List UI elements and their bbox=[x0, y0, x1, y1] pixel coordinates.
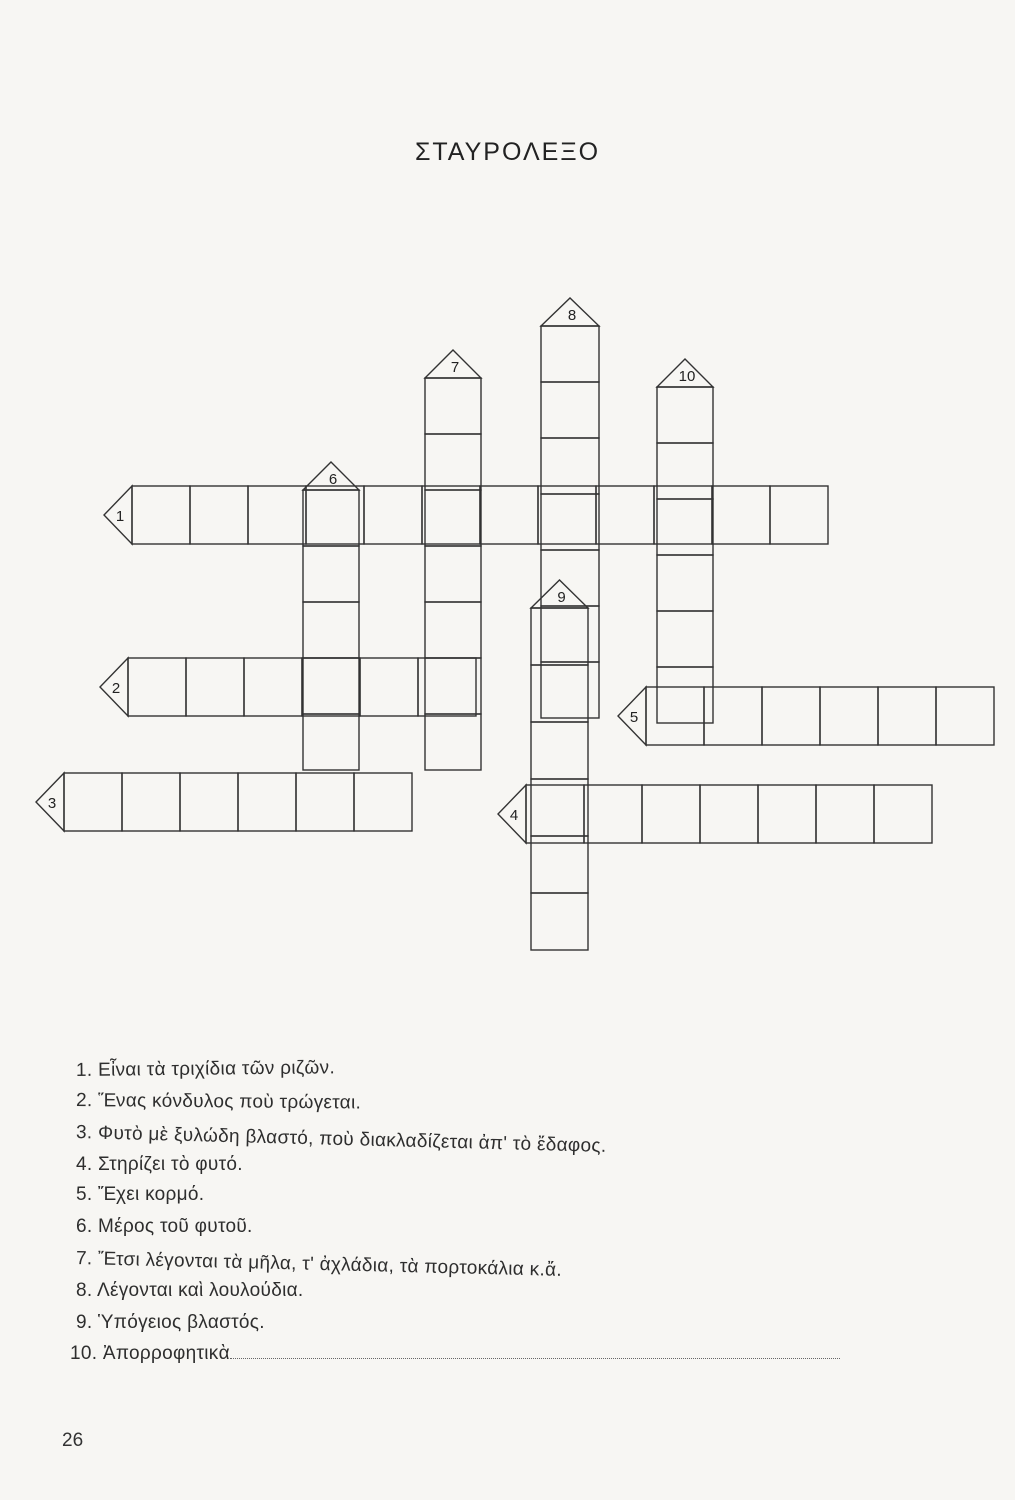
entry-5-across bbox=[618, 687, 994, 745]
crossword-cell[interactable] bbox=[303, 490, 359, 546]
crossword-cell[interactable] bbox=[531, 608, 588, 665]
crossword-cell[interactable] bbox=[425, 378, 481, 434]
clue-text: Μέρος τοῦ φυτοῦ. bbox=[98, 1216, 253, 1237]
entry-4-across bbox=[498, 785, 932, 843]
clue-text: Ἀπορροφητικὰ bbox=[102, 1343, 230, 1364]
crossword-cell[interactable] bbox=[425, 434, 481, 490]
crossword-cell[interactable] bbox=[303, 602, 359, 658]
crossword-cell[interactable] bbox=[360, 658, 418, 716]
clue-number: 1. bbox=[75, 1059, 93, 1081]
crossword-cell[interactable] bbox=[303, 658, 359, 714]
clue-10 bbox=[70, 1342, 840, 1365]
crossword-cell[interactable] bbox=[642, 785, 700, 843]
crossword-cell[interactable] bbox=[657, 387, 713, 443]
crossword-cell[interactable] bbox=[531, 779, 588, 836]
crossword-cell[interactable] bbox=[541, 550, 599, 606]
crossword-cell[interactable] bbox=[874, 785, 932, 843]
crossword-cell[interactable] bbox=[596, 486, 654, 544]
crossword-cell[interactable] bbox=[770, 486, 828, 544]
clue-6 bbox=[76, 1216, 253, 1238]
clue-number: 8. bbox=[76, 1280, 93, 1301]
entry-1-across bbox=[104, 486, 828, 544]
crossword-cell[interactable] bbox=[186, 658, 244, 716]
crossword-cell[interactable] bbox=[302, 658, 360, 716]
crossword-cell[interactable] bbox=[296, 773, 354, 831]
crossword-cell[interactable] bbox=[657, 611, 713, 667]
crossword-cell[interactable] bbox=[122, 773, 180, 831]
clue-number: 6. bbox=[76, 1216, 93, 1237]
crossword-cell[interactable] bbox=[820, 687, 878, 745]
entry-number: 5 bbox=[629, 709, 639, 726]
entry-number: 4 bbox=[509, 807, 519, 824]
entry-8-down bbox=[541, 298, 599, 718]
crossword-cell[interactable] bbox=[657, 499, 713, 555]
crossword-cell[interactable] bbox=[712, 486, 770, 544]
clue-number: 2. bbox=[75, 1090, 93, 1112]
crossword-cell[interactable] bbox=[425, 490, 481, 546]
clue-text: Στηρίζει τὸ φυτό. bbox=[98, 1154, 243, 1175]
page-title: ΣΤΑΥΡΟΛΕΞΟ bbox=[414, 138, 601, 166]
crossword-cell[interactable] bbox=[646, 687, 704, 745]
crossword-cell[interactable] bbox=[364, 486, 422, 544]
crossword-cell[interactable] bbox=[132, 486, 190, 544]
crossword-cell[interactable] bbox=[541, 494, 599, 550]
crossword-cell[interactable] bbox=[425, 602, 481, 658]
crossword-cell[interactable] bbox=[238, 773, 296, 831]
clue-text: Φυτὸ μὲ ξυλώδη βλαστό, ποὺ διακλαδίζεται ἀπ' τὸ ἔδαφος. bbox=[97, 1122, 607, 1157]
crossword-cell[interactable] bbox=[541, 606, 599, 662]
crossword-cell[interactable] bbox=[700, 785, 758, 843]
entry-10-down bbox=[657, 359, 713, 723]
crossword-cell[interactable] bbox=[758, 785, 816, 843]
crossword-cell[interactable] bbox=[418, 658, 476, 716]
crossword-cell[interactable] bbox=[190, 486, 248, 544]
clue-text: Λέγονται καὶ λουλούδια. bbox=[96, 1280, 304, 1301]
crossword-cell[interactable] bbox=[303, 546, 359, 602]
clue-5 bbox=[76, 1184, 204, 1206]
crossword-cell[interactable] bbox=[541, 326, 599, 382]
crossword-cell[interactable] bbox=[306, 486, 364, 544]
entry-6-down bbox=[303, 462, 359, 770]
crossword-cell[interactable] bbox=[526, 785, 584, 843]
crossword-cell[interactable] bbox=[541, 382, 599, 438]
crossword-cell[interactable] bbox=[64, 773, 122, 831]
crossword-cell[interactable] bbox=[531, 893, 588, 950]
crossword-cell[interactable] bbox=[422, 486, 480, 544]
crossword-cell[interactable] bbox=[584, 785, 642, 843]
crossword-cell[interactable] bbox=[303, 714, 359, 770]
clue-text: Εἶναι τὰ τριχίδια τῶν ριζῶν. bbox=[97, 1057, 336, 1081]
crossword-cell[interactable] bbox=[425, 546, 481, 602]
clue-number: 5. bbox=[76, 1184, 93, 1205]
crossword-cell[interactable] bbox=[531, 665, 588, 722]
clue-text: Ἔχει κορμό. bbox=[98, 1184, 205, 1205]
crossword-cell[interactable] bbox=[657, 443, 713, 499]
clue-number: 9. bbox=[76, 1312, 93, 1333]
clue-number: 7. bbox=[75, 1248, 93, 1270]
entry-number: 7 bbox=[450, 359, 460, 376]
crossword-cell[interactable] bbox=[480, 486, 538, 544]
crossword-cell[interactable] bbox=[538, 486, 596, 544]
crossword-cell[interactable] bbox=[531, 836, 588, 893]
entry-2-across bbox=[100, 658, 476, 716]
clue-2 bbox=[76, 1090, 361, 1114]
crossword-cell[interactable] bbox=[180, 773, 238, 831]
answer-dotted-line bbox=[230, 1342, 840, 1359]
crossword-cell[interactable] bbox=[425, 658, 481, 714]
clue-number: 3. bbox=[75, 1122, 93, 1144]
crossword-cell[interactable] bbox=[248, 486, 306, 544]
crossword-cell[interactable] bbox=[762, 687, 820, 745]
crossword-cell[interactable] bbox=[816, 785, 874, 843]
clue-9 bbox=[76, 1312, 265, 1334]
entry-number: 8 bbox=[567, 307, 577, 324]
entry-number: 3 bbox=[47, 795, 57, 812]
clue-4 bbox=[76, 1154, 243, 1176]
entry-number: 1 bbox=[115, 508, 125, 525]
clue-3 bbox=[76, 1122, 607, 1158]
crossword-cell[interactable] bbox=[541, 662, 599, 718]
clue-number: 4. bbox=[76, 1154, 93, 1175]
entry-number: 2 bbox=[111, 680, 121, 697]
crossword-cell[interactable] bbox=[354, 773, 412, 831]
clue-text: Ἕνας κόνδυλος ποὺ τρώγεται. bbox=[97, 1090, 362, 1114]
clue-1 bbox=[76, 1057, 335, 1082]
clue-8 bbox=[76, 1280, 304, 1302]
crossword-cell[interactable] bbox=[878, 687, 936, 745]
clue-number: 10. bbox=[70, 1343, 98, 1364]
entry-number: 6 bbox=[328, 471, 338, 488]
crossword-cell[interactable] bbox=[244, 658, 302, 716]
crossword-cell[interactable] bbox=[128, 658, 186, 716]
crossword-cell[interactable] bbox=[531, 722, 588, 779]
clue-text: Ὑπόγειος βλαστός. bbox=[98, 1312, 265, 1333]
entry-7-down bbox=[425, 350, 481, 770]
crossword-cell[interactable] bbox=[936, 687, 994, 745]
entry-3-across bbox=[36, 773, 412, 831]
clue-7 bbox=[76, 1248, 562, 1282]
crossword-cell[interactable] bbox=[657, 555, 713, 611]
crossword-cell[interactable] bbox=[654, 486, 712, 544]
entry-9-down bbox=[531, 580, 588, 950]
crossword-cell[interactable] bbox=[425, 714, 481, 770]
entry-number: 9 bbox=[557, 589, 566, 606]
page-number: 26 bbox=[62, 1430, 84, 1451]
clue-text: Ἔτσι λέγονται τὰ μῆλα, τ' ἀχλάδια, τὰ πορτοκάλια κ.ἄ. bbox=[97, 1248, 563, 1281]
entry-number: 10 bbox=[678, 368, 696, 385]
